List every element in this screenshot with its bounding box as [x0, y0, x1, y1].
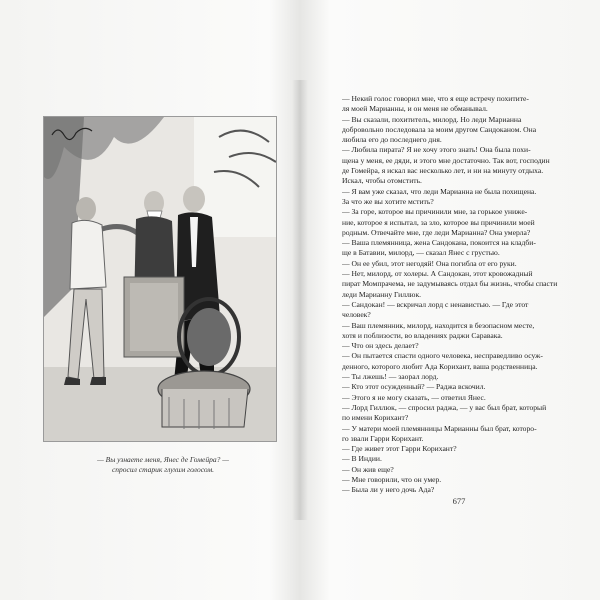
text-line: — Он жив еще?: [342, 464, 394, 474]
text-line: — Я вам уже сказал, что леди Марианна не была похищена.: [342, 186, 537, 196]
text-line: ще в Батавии, милорд, — сказал Янес с грустью.: [342, 248, 500, 258]
text-line: хотя и поблизости, во владениях раджи Саравака.: [342, 330, 503, 340]
text-line: щена у меня, ее дяди, и этого мне достаточно. Так вот, господин: [342, 155, 550, 165]
page-number: 677: [452, 496, 466, 506]
text-line: — Кто этот осужденный? — Раджа вскочил.: [342, 382, 486, 392]
text-line: — Где живет этот Гарри Корихант?: [342, 444, 457, 454]
illustration-caption: [48, 455, 278, 475]
text-line: человек?: [342, 310, 371, 320]
text-line: — Нет, милорд, от холеры. А Сандокан, этот кровожадный: [342, 269, 533, 279]
text-line: де Гомейра, я искал вас несколько лет, и ни на минуту отдыха.: [342, 166, 544, 176]
text-line: го звали Гарри Корихант.: [342, 433, 424, 443]
text-line: по имени Корихант?: [342, 413, 409, 423]
text-line: — Ваша племянница, жена Сандокана, покоится на кладби-: [342, 238, 536, 248]
illustration: [43, 116, 277, 442]
text-line: — Он ее убил, этот негодяй! Она погибла от его руки.: [342, 258, 517, 268]
caption-line: спросил старик глухим голосом.: [111, 465, 215, 474]
text-line: — Вы сказали, похититель, милорд. Но леди Марианна: [342, 114, 522, 124]
text-line: ля моей Марианны, и он меня не обманывал.: [342, 104, 488, 114]
text-line: — Сандокан! — вскричал лорд с ненавистью. — Где этот: [342, 299, 529, 309]
text-line: — У матери моей племянницы Марианны был брат, которо-: [342, 423, 537, 433]
text-line: — Этого я не могу сказать, — ответил Янес.: [342, 392, 486, 402]
text-line: — Что он здесь делает?: [342, 341, 419, 351]
text-line: — Была ли у него дочь Ада?: [342, 485, 435, 495]
text-line: — Мне говорили, что он умер.: [342, 474, 442, 484]
text-line: — Некий голос говорил мне, что я еще встречу похитите-: [342, 94, 529, 103]
text-line: любила его до последнего дня.: [342, 135, 442, 145]
text-line: — Он пытается спасти одного человека, несправедливо осуж-: [342, 351, 543, 361]
text-line: родным. Отвечайте мне, где леди Марианна? Она умерла?: [342, 227, 531, 237]
text-line: — Лорд Гиллюк, — спросил раджа, — у вас был брат, который: [342, 402, 547, 412]
text-line: денного, которого любит Ада Корихант, ваша родственница.: [342, 361, 538, 371]
text-line: — Ваш племянник, милорд, находится в безопасном месте,: [342, 320, 535, 330]
body-text: [342, 94, 572, 496]
text-line: — За горе, которое вы причинили мне, за горькое униже-: [342, 207, 528, 217]
text-line: пират Момпрачема, не задумываясь отдал бы жизнь, чтобы спасти: [342, 279, 558, 289]
text-line: леди Марианну Гиллюк.: [342, 289, 422, 299]
text-line: — В Индии.: [342, 454, 382, 464]
text-line: За что же вы хотите мстить?: [342, 196, 434, 206]
text-line: добровольно последовала за моим другом Сандоканом. Она: [342, 124, 537, 134]
caption-line: — Вы узнаете меня, Янес де Гомейра? —: [97, 455, 229, 464]
text-line: — Ты лжешь! — заорал лорд.: [342, 372, 439, 382]
book-gutter: [292, 80, 308, 520]
text-line: ние, которое я испытал, за зло, которое вы причинили моей: [342, 217, 535, 227]
text-line: — Любила пирата? Я не хочу этого знать! Она была похи-: [342, 145, 531, 155]
text-line: Искал, чтобы отомстить.: [342, 176, 422, 186]
